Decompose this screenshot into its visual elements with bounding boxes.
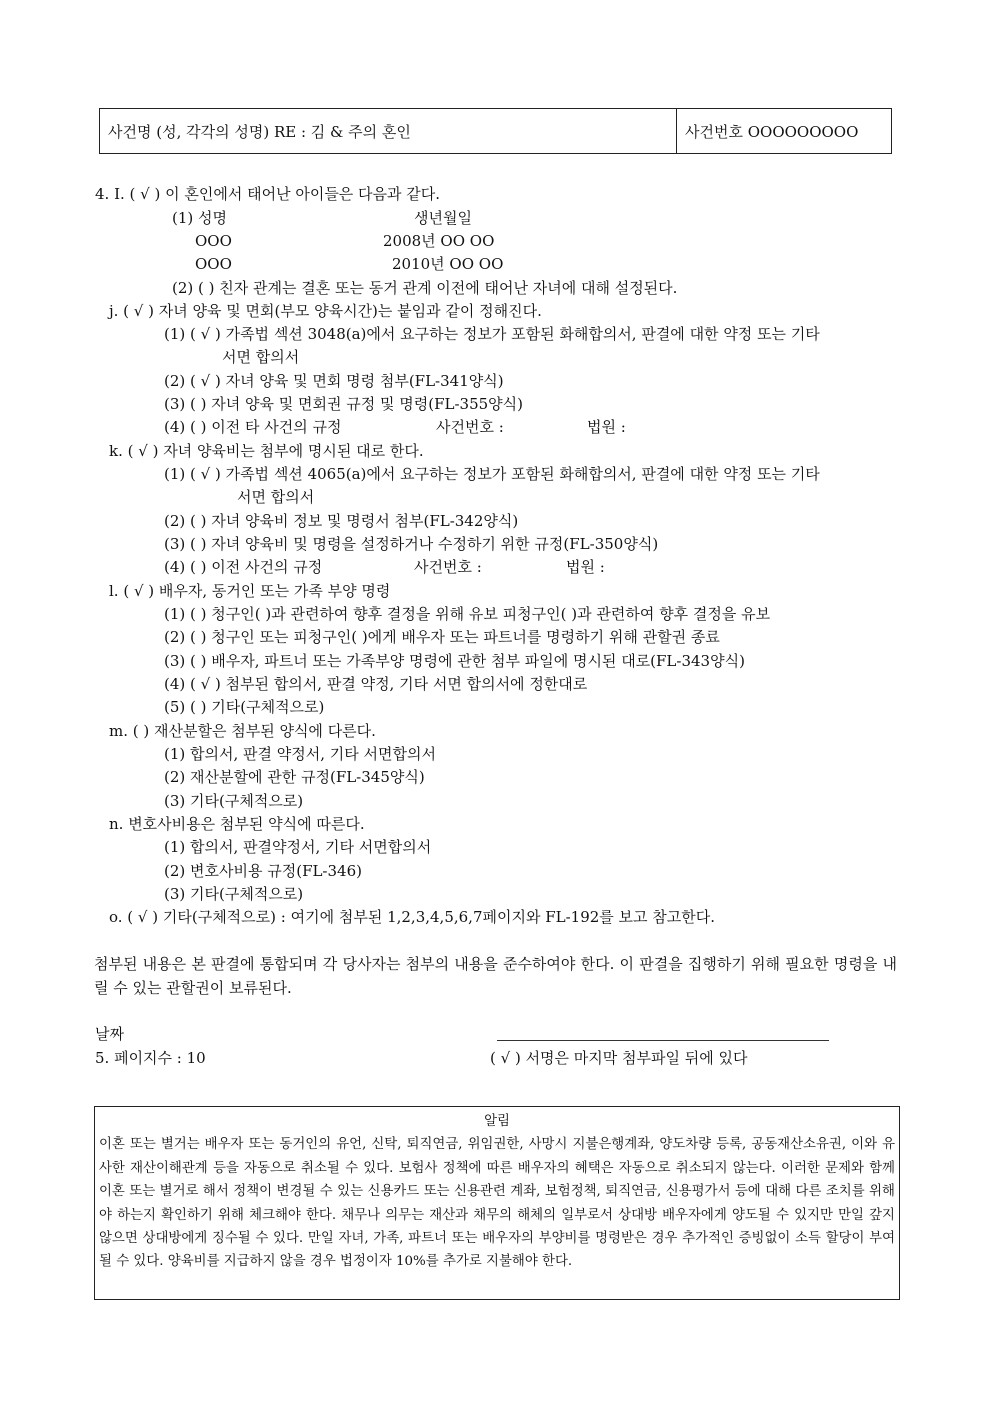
item-l-4: (4) ( √ ) 첨부된 합의서, 판결 약정, 기타 서면 합의서에 정한대로 <box>164 675 588 693</box>
child-1-birth: 2008년 OO OO <box>383 232 495 250</box>
item-n-1: (1) 합의서, 판결약정서, 기타 서면합의서 <box>164 838 432 856</box>
page-count: 5. 페이지수 : 10 <box>95 1049 206 1067</box>
incorporation-paragraph: 첨부된 내용은 본 판결에 통합되며 각 당사자는 첨부의 내용을 준수하여야 한다. 이 판결을 집행하기 위해 필요한 명령을 내릴 수 있는 관할권이 보류된다. <box>94 955 897 997</box>
item-l-3: (3) ( ) 배우자, 파트너 또는 가족부양 명령에 관한 첨부 파일에 명시된 대로(FL-343양식) <box>164 652 745 670</box>
date-label: 날짜 <box>95 1025 124 1043</box>
item-k-4-case-number: 사건번호 : <box>414 558 482 576</box>
item-k-2: (2) ( ) 자녀 양육비 정보 및 명령서 첨부(FL-342양식) <box>164 512 519 530</box>
child-1-name: OOO <box>195 232 232 250</box>
item-l: l. ( √ ) 배우자, 동거인 또는 가족 부양 명령 <box>109 582 391 600</box>
item-j: j. ( √ ) 자녀 양육 및 면회(부모 양육시간)는 붙임과 같이 정해진다. <box>109 302 542 320</box>
item-k-1-cont: 서면 합의서 <box>237 488 315 506</box>
item-k: k. ( √ ) 자녀 양육비는 첨부에 명시된 대로 한다. <box>109 442 424 460</box>
item-m-3: (3) 기타(구체적으로) <box>164 792 304 810</box>
notice-box <box>94 1106 900 1300</box>
item-n-2: (2) 변호사비용 규정(FL-346) <box>164 862 362 880</box>
item-4-i-2: (2) ( ) 친자 관계는 결혼 또는 동거 관계 이전에 태어난 자녀에 대해 설정된다. <box>172 279 678 297</box>
case-number: 사건번호 OOOOOOOOO <box>685 123 859 141</box>
case-name: 사건명 (성, 각각의 성명) RE : 김 & 주의 혼인 <box>108 123 411 141</box>
item-4-i: 4. I. ( √ ) 이 혼인에서 태어난 아이들은 다음과 같다. <box>95 185 441 203</box>
item-m-2: (2) 재산분할에 관한 규정(FL-345양식) <box>164 768 425 786</box>
child-2-birth: 2010년 OO OO <box>392 255 504 273</box>
item-j-1-cont: 서면 합의서 <box>222 348 300 366</box>
header-divider <box>676 109 677 153</box>
item-l-5: (5) ( ) 기타(구체적으로) <box>164 698 325 716</box>
children-col-birth: 생년월일 <box>414 209 472 227</box>
children-col-name: (1) 성명 <box>172 209 227 227</box>
item-j-1: (1) ( √ ) 가족법 섹션 3048(a)에서 요구하는 정보가 포함된 화해합의서, 판결에 대한 약정 또는 기타 <box>164 325 820 343</box>
item-l-2: (2) ( ) 청구인 또는 피청구인( )에게 배우자 또는 파트너를 명령하기 위해 관할권 종료 <box>164 628 720 646</box>
item-k-4: (4) ( ) 이전 사건의 규정 <box>164 558 323 576</box>
item-k-1: (1) ( √ ) 가족법 섹션 4065(a)에서 요구하는 정보가 포함된 화해합의서, 판결에 대한 약정 또는 기타 <box>164 465 820 483</box>
item-n-3: (3) 기타(구체적으로) <box>164 885 304 903</box>
item-j-4: (4) ( ) 이전 타 사건의 규정 <box>164 418 342 436</box>
item-j-2: (2) ( √ ) 자녀 양육 및 면회 명령 첨부(FL-341양식) <box>164 372 504 390</box>
item-j-4-court: 법원 : <box>587 418 626 436</box>
notice-body: 이혼 또는 별거는 배우자 또는 동거인의 유언, 신탁, 퇴직연금, 위임권한, 사망시 지불은행계좌, 양도차량 등록, 공동재산소유권, 이와 유사한 재산이해관계 등을 자동으로 취소될 수 있다. 보험사 정책에 따른 배우자의 혜택은 자동으로 취소되지 않는다. 이러한 문제와 함께 이혼 또는 별거로 해서 정책이 변경될 수 있는 신용카드 또는 신용관련 계좌, 보험정책, 퇴직연금, 신용평가서 등에 대해 다른 조치를 위해야 하는지 확인하기 위해 체크해야 한다. 채무나 의무는 재산과 채무의 해체의 일부로서 상대방 배우자에게 양도될 수 있지만 만일 갚지 않으면 상대방에게 징수될 수 있다. 만일 자녀, 가족, 파트너 또는 배우자의 부양비를 명령받은 경우 추가적인 증빙없이 소득 할당이 부여될 수 있다. 양육비를 지급하지 않을 경우 법정이자 10%를 추가로 지불해야 한다. <box>99 1137 895 1270</box>
item-n: n. 변호사비용은 첨부된 약식에 따른다. <box>109 815 365 833</box>
item-o: o. ( √ ) 기타(구체적으로) : 여기에 첨부된 1,2,3,4,5,6,7페이지와 FL-192를 보고 참고한다. <box>109 908 716 926</box>
case-header-box <box>99 108 892 154</box>
item-m: m. ( ) 재산분할은 첨부된 양식에 다른다. <box>109 722 376 740</box>
signature-line <box>497 1040 829 1041</box>
item-j-4-case-number: 사건번호 : <box>436 418 504 436</box>
notice-title: 알림 <box>484 1114 510 1129</box>
item-k-4-court: 법원 : <box>566 558 605 576</box>
item-m-1: (1) 합의서, 판결 약정서, 기타 서면합의서 <box>164 745 436 763</box>
child-2-name: OOO <box>195 255 232 273</box>
item-k-3: (3) ( ) 자녀 양육비 및 명령을 설정하거나 수정하기 위한 규정(FL-350양식) <box>164 535 659 553</box>
signature-note: ( √ ) 서명은 마지막 첨부파일 뒤에 있다 <box>490 1049 748 1067</box>
item-j-3: (3) ( ) 자녀 양육 및 면회권 규정 및 명령(FL-355양식) <box>164 395 523 413</box>
item-l-1: (1) ( ) 청구인( )과 관련하여 향후 결정을 위해 유보 피청구인( )과 관련하여 향후 결정을 유보 <box>164 605 771 623</box>
